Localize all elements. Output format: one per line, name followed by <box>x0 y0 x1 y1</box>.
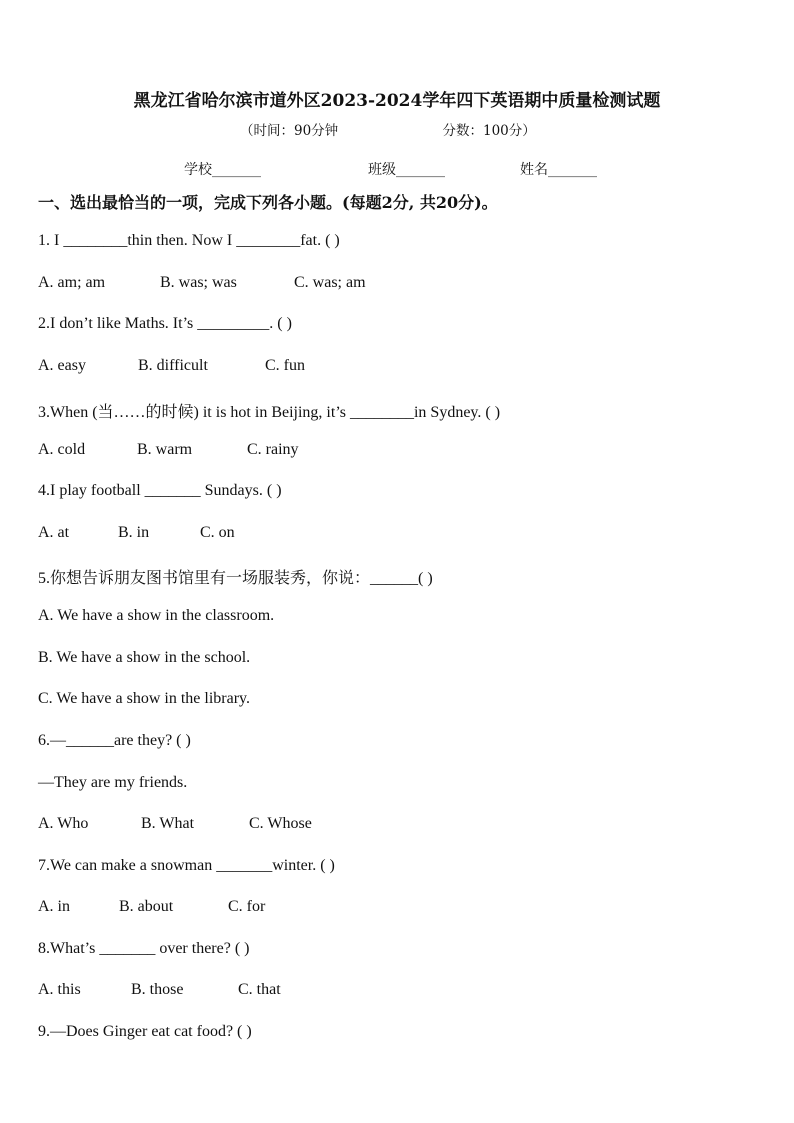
section-heading: 一、选出最恰当的一项，完成下列各小题。(每题2分, 共20分)。 <box>38 193 498 212</box>
question-5-option-a: A. We have a show in the classroom. <box>38 607 275 624</box>
question-9-stem: 9.—Does Ginger eat cat food? ( ) <box>38 1023 252 1040</box>
option-a: A. easy <box>38 357 86 374</box>
question-4-options <box>38 524 235 542</box>
question-7-stem: 7.We can make a snowman _______winter. ( ) <box>38 857 335 874</box>
question-6-stem: 6.—______are they? ( ) <box>38 732 191 749</box>
question-6-reply: —They are my friends. <box>38 774 188 791</box>
exam-title: 黑龙江省哈尔滨市道外区2023-2024学年四下英语期中质量检测试题 <box>133 91 661 111</box>
question-7-options <box>38 898 265 916</box>
option-c: C. Whose <box>249 815 312 832</box>
school-field: 学校_______ <box>184 162 261 178</box>
question-2-options <box>38 357 305 375</box>
option-b: B. about <box>119 898 174 915</box>
option-b: B. was; was <box>160 274 237 291</box>
option-a: A. cold <box>38 441 86 458</box>
question-8-options <box>38 981 281 999</box>
option-c: C. that <box>238 981 281 998</box>
option-a: A. in <box>38 898 70 915</box>
question-5-option-b: B. We have a show in the school. <box>38 649 251 666</box>
option-c: C. on <box>200 524 235 541</box>
option-c: C. rainy <box>247 441 299 458</box>
question-3-options <box>38 441 299 459</box>
name-field: 姓名_______ <box>520 162 597 178</box>
exam-score: 分数：100分） <box>442 123 536 139</box>
option-b: B. What <box>141 815 195 832</box>
option-b: B. those <box>131 981 184 998</box>
option-c: C. for <box>228 898 266 915</box>
option-a: A. am; am <box>38 274 106 291</box>
option-a: A. at <box>38 524 70 541</box>
class-field: 班级_______ <box>368 162 445 178</box>
question-4-stem: 4.I play football _______ Sundays. ( ) <box>38 482 282 499</box>
question-6-options <box>38 815 312 833</box>
question-1-options <box>38 274 366 292</box>
option-c: C. fun <box>265 357 305 374</box>
question-1-stem: 1. I ________thin then. Now I ________fat. ( ) <box>38 232 340 249</box>
exam-time: （时间：90分钟 <box>240 123 339 139</box>
student-info-fields <box>184 159 597 179</box>
option-b: B. warm <box>137 441 193 458</box>
question-5-stem: 5.你想告诉朋友图书馆里有一场服装秀，你说：______( ) <box>38 570 433 587</box>
question-8-stem: 8.What’s _______ over there? ( ) <box>38 940 250 957</box>
question-2-stem: 2.I don’t like Maths. It’s _________. ( ) <box>38 315 292 332</box>
option-a: A. this <box>38 981 81 998</box>
exam-meta <box>240 119 536 139</box>
question-3-stem: 3.When (当……的时候) it is hot in Beijing, it’s ________in Sydney. ( ) <box>38 404 501 421</box>
option-c: C. was; am <box>294 274 366 291</box>
option-b: B. difficult <box>138 357 208 374</box>
option-b: B. in <box>118 524 150 541</box>
option-a: A. Who <box>38 815 89 832</box>
question-5-option-c: C. We have a show in the library. <box>38 690 250 707</box>
